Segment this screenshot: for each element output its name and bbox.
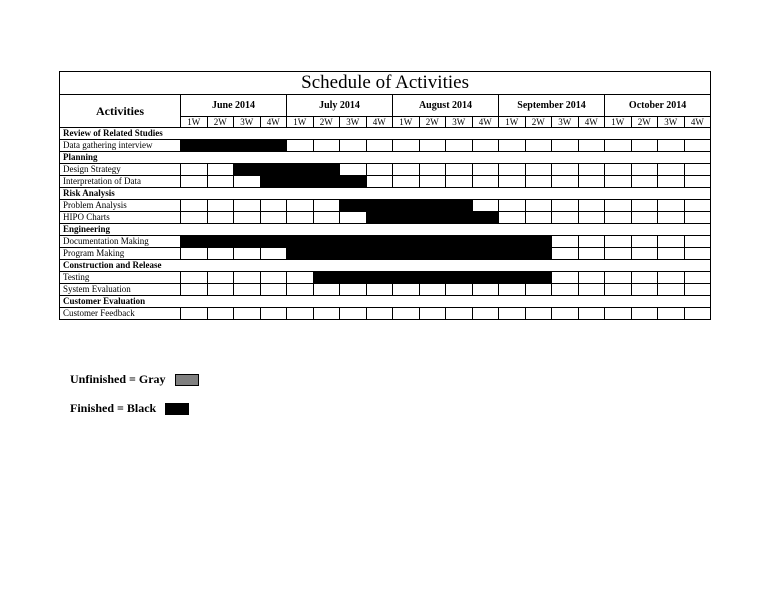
week-cell <box>340 308 367 320</box>
week-cell <box>605 236 632 248</box>
week-cell <box>658 284 685 296</box>
week-cell <box>552 212 579 224</box>
activities-header: Activities <box>60 95 181 128</box>
activity-row <box>60 176 711 188</box>
week-cell <box>631 236 658 248</box>
week-cell <box>366 140 393 152</box>
week-cell <box>658 272 685 284</box>
week-cell <box>181 212 208 224</box>
week-cell <box>366 164 393 176</box>
finished-week-cell <box>287 248 314 260</box>
week-cell <box>393 176 420 188</box>
category-label: Construction and Release <box>60 260 711 272</box>
finished-week-cell <box>393 236 420 248</box>
week-cell <box>631 212 658 224</box>
week-cell <box>578 284 605 296</box>
finished-week-cell <box>472 236 499 248</box>
finished-week-cell <box>181 140 208 152</box>
category-row <box>60 188 711 200</box>
week-header: 2W <box>207 117 234 128</box>
finished-week-cell <box>340 272 367 284</box>
week-cell <box>234 200 261 212</box>
week-cell <box>499 284 526 296</box>
finished-week-cell <box>525 248 552 260</box>
finished-week-cell <box>419 272 446 284</box>
week-cell <box>181 164 208 176</box>
week-header: 3W <box>552 117 579 128</box>
finished-week-cell <box>366 212 393 224</box>
legend-unfinished <box>70 372 199 387</box>
category-row <box>60 260 711 272</box>
activity-row <box>60 212 711 224</box>
week-cell <box>499 212 526 224</box>
week-cell <box>631 176 658 188</box>
week-cell <box>234 284 261 296</box>
week-cell <box>260 248 287 260</box>
week-cell <box>658 200 685 212</box>
week-header: 4W <box>260 117 287 128</box>
week-cell <box>287 284 314 296</box>
finished-week-cell <box>340 236 367 248</box>
finished-week-cell <box>393 248 420 260</box>
month-header: July 2014 <box>287 95 393 117</box>
week-header: 1W <box>499 117 526 128</box>
week-cell <box>552 236 579 248</box>
week-cell <box>234 272 261 284</box>
week-header: 4W <box>366 117 393 128</box>
week-cell <box>181 308 208 320</box>
finished-week-cell <box>313 272 340 284</box>
finished-week-cell <box>287 164 314 176</box>
week-cell <box>260 272 287 284</box>
week-cell <box>393 308 420 320</box>
week-cell <box>499 176 526 188</box>
week-header: 3W <box>234 117 261 128</box>
finished-week-cell <box>366 200 393 212</box>
week-header: 2W <box>313 117 340 128</box>
week-cell <box>446 164 473 176</box>
category-row <box>60 152 711 164</box>
category-label: Customer Evaluation <box>60 296 711 308</box>
finished-week-cell <box>525 236 552 248</box>
category-row <box>60 128 711 140</box>
week-cell <box>181 272 208 284</box>
finished-week-cell <box>234 140 261 152</box>
week-cell <box>207 212 234 224</box>
finished-week-cell <box>313 248 340 260</box>
finished-week-cell <box>525 272 552 284</box>
week-cell <box>552 308 579 320</box>
week-cell <box>578 164 605 176</box>
week-cell <box>605 176 632 188</box>
week-cell <box>658 140 685 152</box>
week-cell <box>313 308 340 320</box>
week-cell <box>499 308 526 320</box>
week-cell <box>658 212 685 224</box>
week-cell <box>366 176 393 188</box>
week-header: 2W <box>631 117 658 128</box>
finished-week-cell <box>260 140 287 152</box>
category-row <box>60 296 711 308</box>
finished-week-cell <box>446 272 473 284</box>
week-cell <box>181 284 208 296</box>
week-cell <box>419 284 446 296</box>
finished-week-cell <box>313 164 340 176</box>
week-header: 1W <box>287 117 314 128</box>
title-row <box>60 72 711 95</box>
schedule-title: Schedule of Activities <box>60 72 711 95</box>
finished-week-cell <box>446 212 473 224</box>
week-cell <box>366 308 393 320</box>
legend-gray-swatch <box>175 374 199 386</box>
week-cell <box>419 140 446 152</box>
week-cell <box>313 200 340 212</box>
finished-week-cell <box>393 212 420 224</box>
finished-week-cell <box>499 272 526 284</box>
week-cell <box>340 140 367 152</box>
week-cell <box>287 308 314 320</box>
week-cell <box>631 164 658 176</box>
finished-week-cell <box>260 236 287 248</box>
week-cell <box>605 272 632 284</box>
legend-unfinished-label: Unfinished = Gray <box>70 372 166 386</box>
week-cell <box>658 236 685 248</box>
week-cell <box>181 248 208 260</box>
week-cell <box>578 140 605 152</box>
week-cell <box>234 248 261 260</box>
activity-row <box>60 308 711 320</box>
week-cell <box>313 140 340 152</box>
week-cell <box>525 200 552 212</box>
finished-week-cell <box>234 236 261 248</box>
week-cell <box>605 140 632 152</box>
week-cell <box>631 140 658 152</box>
week-cell <box>552 272 579 284</box>
week-cell <box>631 248 658 260</box>
week-cell <box>446 284 473 296</box>
week-cell <box>340 212 367 224</box>
category-label: Planning <box>60 152 711 164</box>
week-cell <box>684 284 711 296</box>
week-cell <box>525 212 552 224</box>
month-header: September 2014 <box>499 95 605 117</box>
week-cell <box>260 284 287 296</box>
week-cell <box>472 308 499 320</box>
activity-label: Interpretation of Data <box>60 176 181 188</box>
week-cell <box>393 164 420 176</box>
week-cell <box>446 140 473 152</box>
week-cell <box>207 284 234 296</box>
week-cell <box>419 308 446 320</box>
week-header: 1W <box>605 117 632 128</box>
activity-row <box>60 272 711 284</box>
month-header: June 2014 <box>181 95 287 117</box>
finished-week-cell <box>313 236 340 248</box>
week-cell <box>525 176 552 188</box>
week-cell <box>631 200 658 212</box>
week-cell <box>684 200 711 212</box>
activity-label: Data gathering interview <box>60 140 181 152</box>
week-cell <box>552 248 579 260</box>
week-cell <box>631 284 658 296</box>
finished-week-cell <box>419 212 446 224</box>
week-cell <box>552 164 579 176</box>
week-cell <box>234 176 261 188</box>
week-cell <box>472 164 499 176</box>
week-cell <box>578 248 605 260</box>
week-cell <box>499 140 526 152</box>
week-header: 2W <box>525 117 552 128</box>
activity-label: Customer Feedback <box>60 308 181 320</box>
week-cell <box>207 176 234 188</box>
week-cell <box>419 176 446 188</box>
finished-week-cell <box>446 236 473 248</box>
week-cell <box>552 176 579 188</box>
schedule-table <box>59 71 711 320</box>
finished-week-cell <box>393 272 420 284</box>
week-cell <box>419 164 446 176</box>
finished-week-cell <box>419 200 446 212</box>
activity-label: Program Making <box>60 248 181 260</box>
finished-week-cell <box>419 236 446 248</box>
legend-black-swatch <box>165 403 189 415</box>
week-header: 2W <box>419 117 446 128</box>
finished-week-cell <box>472 248 499 260</box>
week-cell <box>287 272 314 284</box>
week-cell <box>525 140 552 152</box>
finished-week-cell <box>499 248 526 260</box>
week-cell <box>631 308 658 320</box>
week-header: 1W <box>181 117 208 128</box>
finished-week-cell <box>340 248 367 260</box>
finished-week-cell <box>472 212 499 224</box>
week-cell <box>472 140 499 152</box>
week-cell <box>684 176 711 188</box>
week-cell <box>287 200 314 212</box>
week-cell <box>181 176 208 188</box>
week-cell <box>578 200 605 212</box>
week-cell <box>260 212 287 224</box>
week-cell <box>340 284 367 296</box>
activity-row <box>60 164 711 176</box>
category-label: Risk Analysis <box>60 188 711 200</box>
finished-week-cell <box>472 272 499 284</box>
week-cell <box>525 284 552 296</box>
week-header: 4W <box>578 117 605 128</box>
week-cell <box>446 308 473 320</box>
legend-finished-label: Finished = Black <box>70 401 157 415</box>
week-cell <box>605 308 632 320</box>
activity-row <box>60 248 711 260</box>
finished-week-cell <box>260 176 287 188</box>
activity-row <box>60 200 711 212</box>
week-header: 1W <box>393 117 420 128</box>
week-cell <box>207 248 234 260</box>
week-cell <box>578 272 605 284</box>
finished-week-cell <box>446 248 473 260</box>
finished-week-cell <box>287 236 314 248</box>
week-cell <box>234 212 261 224</box>
week-cell <box>234 308 261 320</box>
week-header: 3W <box>446 117 473 128</box>
finished-week-cell <box>313 176 340 188</box>
week-cell <box>207 308 234 320</box>
week-cell <box>499 164 526 176</box>
week-cell <box>472 176 499 188</box>
week-header: 4W <box>684 117 711 128</box>
week-cell <box>605 248 632 260</box>
week-cell <box>684 236 711 248</box>
week-cell <box>207 164 234 176</box>
week-cell <box>446 176 473 188</box>
activity-label: Documentation Making <box>60 236 181 248</box>
week-cell <box>684 248 711 260</box>
week-cell <box>313 284 340 296</box>
week-cell <box>658 308 685 320</box>
finished-week-cell <box>366 236 393 248</box>
finished-week-cell <box>340 176 367 188</box>
week-header: 3W <box>658 117 685 128</box>
week-cell <box>366 284 393 296</box>
week-cell <box>525 164 552 176</box>
week-cell <box>605 164 632 176</box>
week-cell <box>260 308 287 320</box>
week-cell <box>313 212 340 224</box>
finished-week-cell <box>446 200 473 212</box>
finished-week-cell <box>207 140 234 152</box>
finished-week-cell <box>366 248 393 260</box>
week-cell <box>472 284 499 296</box>
week-cell <box>552 200 579 212</box>
week-cell <box>181 200 208 212</box>
week-cell <box>552 140 579 152</box>
category-row <box>60 224 711 236</box>
activity-row <box>60 236 711 248</box>
activity-label: Testing <box>60 272 181 284</box>
activity-label: HIPO Charts <box>60 212 181 224</box>
week-cell <box>684 272 711 284</box>
finished-week-cell <box>366 272 393 284</box>
week-cell <box>260 200 287 212</box>
week-header: 3W <box>340 117 367 128</box>
week-cell <box>605 284 632 296</box>
finished-week-cell <box>419 248 446 260</box>
week-cell <box>499 200 526 212</box>
week-cell <box>578 176 605 188</box>
week-cell <box>393 140 420 152</box>
week-cell <box>684 140 711 152</box>
week-cell <box>472 200 499 212</box>
week-cell <box>684 212 711 224</box>
week-cell <box>287 212 314 224</box>
week-cell <box>287 140 314 152</box>
activity-row <box>60 140 711 152</box>
finished-week-cell <box>340 200 367 212</box>
week-cell <box>552 284 579 296</box>
week-cell <box>605 200 632 212</box>
activity-label: Problem Analysis <box>60 200 181 212</box>
week-cell <box>340 164 367 176</box>
activity-row <box>60 284 711 296</box>
week-cell <box>578 236 605 248</box>
finished-week-cell <box>499 236 526 248</box>
week-cell <box>525 308 552 320</box>
week-cell <box>207 272 234 284</box>
week-cell <box>578 212 605 224</box>
week-cell <box>393 284 420 296</box>
finished-week-cell <box>393 200 420 212</box>
activity-label: System Evaluation <box>60 284 181 296</box>
week-cell <box>605 212 632 224</box>
week-cell <box>578 308 605 320</box>
month-header: October 2014 <box>605 95 711 117</box>
category-label: Review of Related Studies <box>60 128 711 140</box>
category-label: Engineering <box>60 224 711 236</box>
week-cell <box>684 308 711 320</box>
activity-label: Design Strategy <box>60 164 181 176</box>
legend-finished <box>70 401 189 416</box>
finished-week-cell <box>234 164 261 176</box>
month-header: August 2014 <box>393 95 499 117</box>
finished-week-cell <box>207 236 234 248</box>
month-header-row <box>60 95 711 117</box>
week-cell <box>631 272 658 284</box>
week-cell <box>658 176 685 188</box>
finished-week-cell <box>181 236 208 248</box>
finished-week-cell <box>260 164 287 176</box>
week-cell <box>658 248 685 260</box>
week-header: 4W <box>472 117 499 128</box>
week-cell <box>658 164 685 176</box>
week-cell <box>684 164 711 176</box>
week-cell <box>207 200 234 212</box>
finished-week-cell <box>287 176 314 188</box>
